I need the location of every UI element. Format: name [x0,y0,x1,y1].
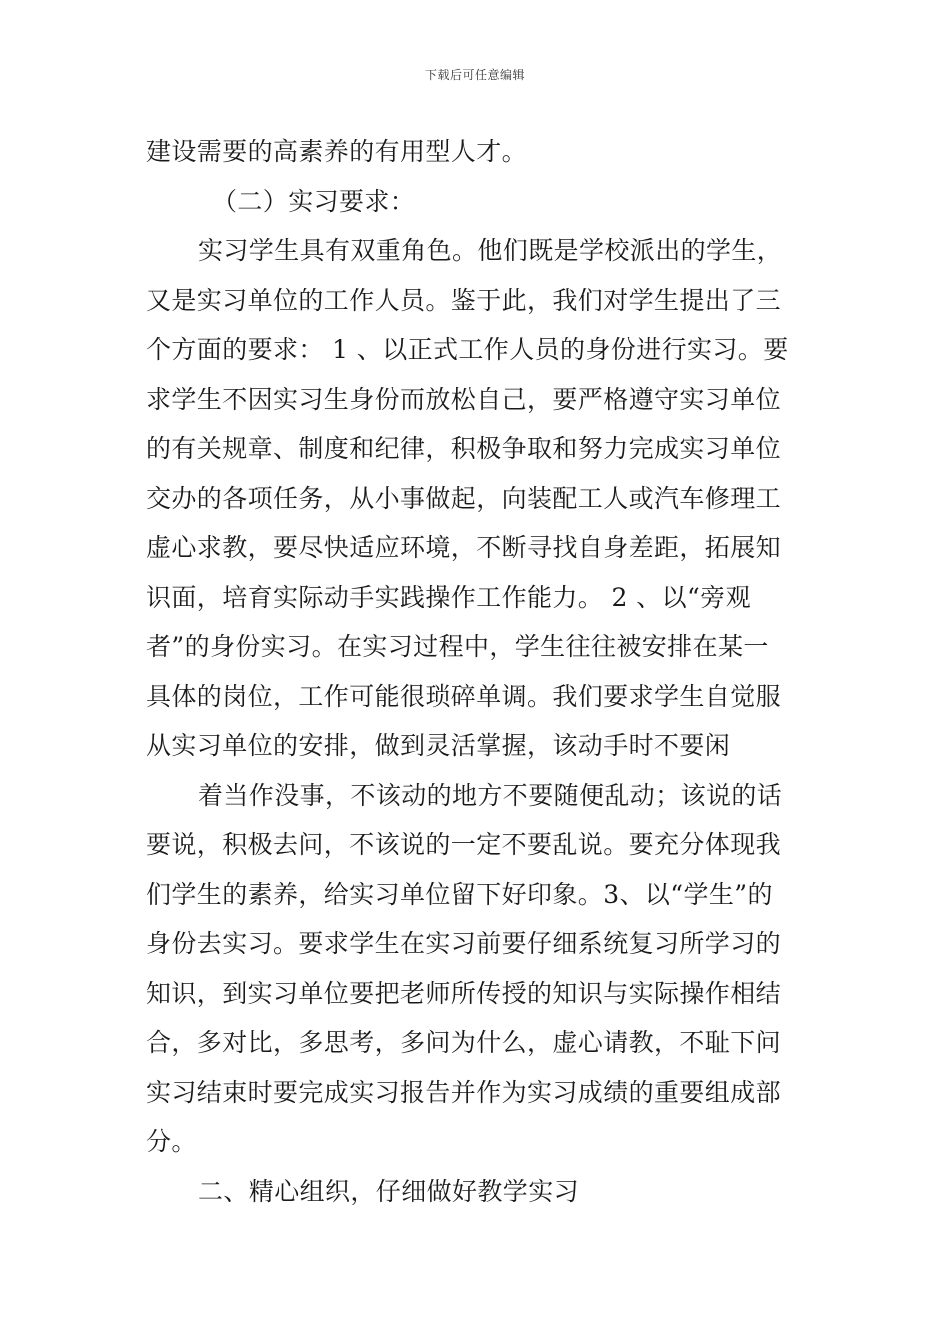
section-heading: （二）实习要求： [212,186,416,216]
section-heading: 二、精心组织，仔细做好教学实习 [198,1176,580,1206]
text-line: 个方面的要求： 1 、以正式工作人员的身份进行实习。要 [146,335,789,364]
text-line: 知识，到实习单位要把老师所传授的知识与实际操作相结 [146,978,782,1008]
text-line: 身份去实习。要求学生在实习前要仔细系统复习所学习的 [146,929,782,958]
text-line: 合，多对比，多思考，多问为什么，虚心请教，不耻下问 [146,1028,782,1057]
text-line: 求学生不因实习生身份而放松自己，要严格遵守实习单位 [146,384,782,414]
document-body [146,127,811,1216]
text-line: 实习结束时要完成实习报告并作为实习成绩的重要组成部 [146,1077,782,1107]
text-line: 们学生的素养，给实习单位留下好印象。3、以“学生”的 [146,879,773,909]
text-line: 者”的身份实习。在实习过程中，学生往往被安排在某一 [146,632,769,661]
paragraph-start: 实习学生具有双重角色。他们既是学校派出的学生， [198,236,783,265]
text-line: 从实习单位的安排，做到灵活掌握，该动手时不要闲 [146,731,731,760]
page-header: 下载后可任意编辑 [424,68,525,82]
text-line: 具体的岗位，工作可能很琐碎单调。我们要求学生自觉服 [146,681,782,711]
text-line: 虚心求教，要尽快适应环境，不断寻找自身差距，拓展知 [146,533,782,562]
text-line: 又是实习单位的工作人员。鉴于此，我们对学生提出了三 [146,285,782,315]
text-line: 分。 [146,1127,197,1156]
text-line: 的有关规章、制度和纪律，积极争取和努力完成实习单位 [146,434,782,463]
text-line: 要说，积极去问，不该说的一定不要乱说。要充分体现我 [146,830,782,859]
text-line: 交办的各项任务，从小事做起，向装配工人或汽车修理工 [146,483,782,513]
text-line: 识面，培育实际动手实践操作工作能力。 2 、以“旁观 [146,582,751,612]
text-line: 建设需要的高素养的有用型人才。 [146,137,528,166]
paragraph-start: 着当作没事，不该动的地方不要随便乱动；该说的话 [198,780,783,810]
